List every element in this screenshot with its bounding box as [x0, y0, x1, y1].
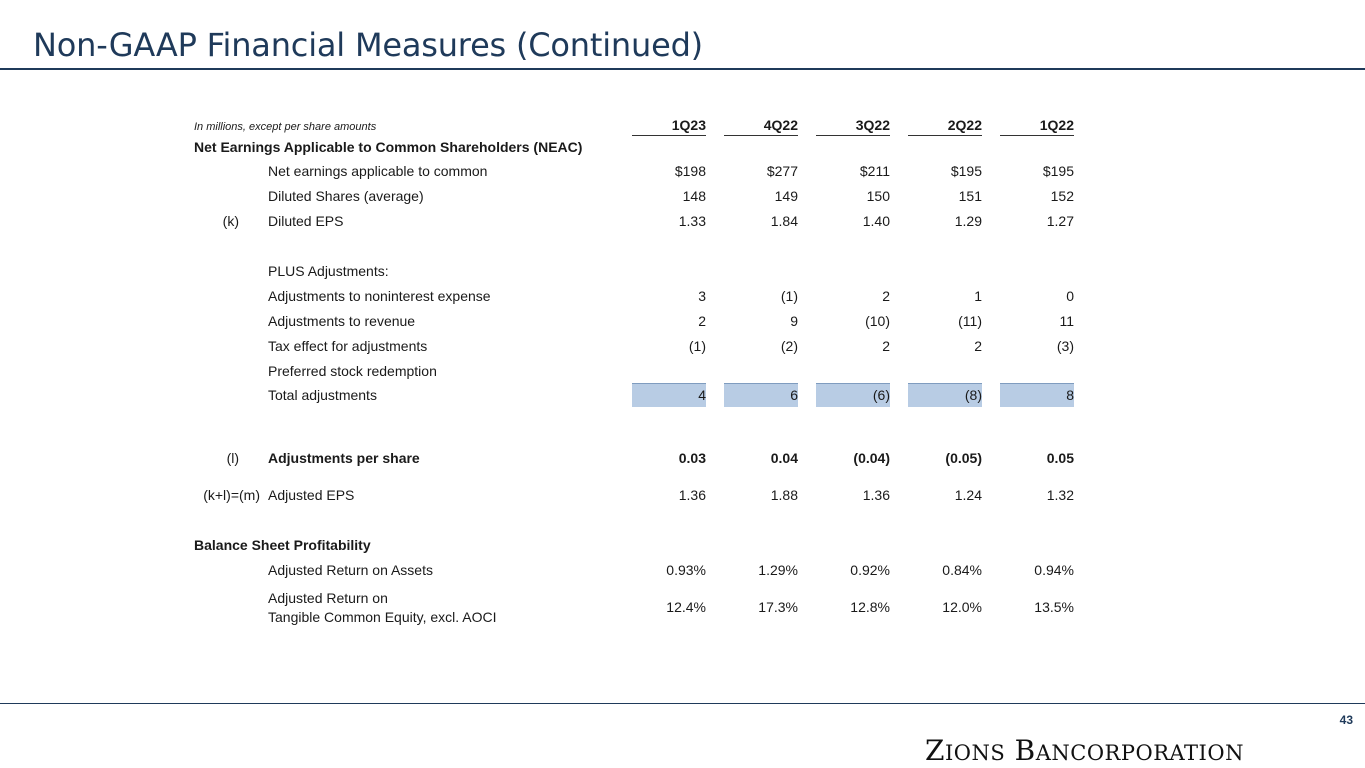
row-value: 6: [790, 387, 798, 403]
row-value: $277: [766, 163, 798, 179]
row-value: 0.04: [770, 450, 798, 466]
row-value: 0.94%: [1034, 562, 1074, 578]
row-value: 2: [974, 338, 982, 354]
row-value: $195: [950, 163, 982, 179]
table-header-row: [0, 115, 1365, 135]
row-value: 1.36: [678, 487, 706, 503]
footer-divider: [0, 703, 1365, 704]
row-value: 17.3%: [758, 599, 798, 615]
page-number: 43: [1339, 713, 1353, 727]
table-row: [0, 485, 1365, 505]
row-value: 1.88: [770, 487, 798, 503]
row-value: 12.8%: [850, 599, 890, 615]
row-label: Adjustments per share: [268, 450, 420, 466]
section-heading-balance: Balance Sheet Profitability: [194, 537, 371, 553]
row-value: (6): [872, 387, 890, 403]
row-value: 3: [698, 288, 706, 304]
page-title: Non-GAAP Financial Measures (Continued): [33, 26, 703, 64]
row-value: 2: [698, 313, 706, 329]
table-row: [0, 186, 1365, 206]
company-logo: [925, 734, 1365, 767]
table-row: [0, 560, 1365, 580]
row-label: Net earnings applicable to common: [268, 163, 488, 179]
row-value: 1.84: [770, 213, 798, 229]
row-value: $211: [859, 163, 890, 179]
row-value: 9: [790, 313, 798, 329]
row-label: Diluted Shares (average): [268, 188, 424, 204]
row-label-line2: Tangible Common Equity, excl. AOCI: [268, 609, 497, 625]
logo-initial: B: [1014, 734, 1036, 767]
row-value: $198: [674, 163, 706, 179]
table-row: [0, 361, 1365, 381]
row-value: (11): [958, 313, 982, 329]
row-value: 152: [1050, 188, 1074, 204]
row-value: (1): [780, 288, 798, 304]
row-value: (1): [688, 338, 706, 354]
row-label: Adjustments to noninterest expense: [268, 288, 491, 304]
row-value: 0.93%: [666, 562, 706, 578]
row-value: 0.03: [678, 450, 706, 466]
table-row: [0, 311, 1365, 331]
table-row: [0, 589, 1365, 627]
table-row: [0, 211, 1365, 231]
row-label: Preferred stock redemption: [268, 363, 437, 379]
column-header: 1Q23: [632, 115, 706, 136]
row-value: 11: [1059, 313, 1074, 329]
row-value: 1.40: [862, 213, 890, 229]
row-value: (0.04): [853, 450, 890, 466]
row-value: 4: [698, 387, 706, 403]
row-label-line1: Adjusted Return on: [268, 590, 388, 606]
table-row: [0, 161, 1365, 181]
row-value: 13.5%: [1034, 599, 1074, 615]
row-value: 1.27: [1046, 213, 1074, 229]
row-label: PLUS Adjustments:: [268, 263, 389, 279]
table-row: [0, 448, 1365, 468]
row-value: 1.29%: [758, 562, 798, 578]
row-value: 148: [682, 188, 706, 204]
row-value: 12.4%: [666, 599, 706, 615]
column-header: 3Q22: [816, 115, 890, 136]
section-heading-neac: Net Earnings Applicable to Common Shareholders (NEAC): [194, 139, 583, 155]
logo-word: IONS: [944, 741, 1006, 765]
row-value: 0.05: [1046, 450, 1074, 466]
row-value: 1.33: [678, 213, 706, 229]
row-value: 1: [974, 288, 982, 304]
row-value: 0: [1066, 288, 1074, 304]
row-tag: (k): [222, 213, 239, 229]
row-value: 1.24: [954, 487, 982, 503]
row-label: Diluted EPS: [268, 213, 344, 229]
row-tag: (k+l)=(m): [203, 487, 260, 503]
row-label: Adjusted Return on Assets: [268, 562, 433, 578]
units-note: In millions, except per share amounts: [194, 121, 377, 133]
row-value: 1.36: [862, 487, 890, 503]
row-label: Adjusted EPS: [268, 487, 355, 503]
row-value: 150: [866, 188, 890, 204]
section-heading-row: [0, 535, 1365, 555]
row-value: 151: [958, 188, 982, 204]
logo-initial: Z: [925, 734, 945, 767]
table-row-total: [0, 385, 1365, 405]
row-value: 1.32: [1046, 487, 1074, 503]
row-value: (8): [964, 387, 982, 403]
row-value: 1.29: [954, 213, 982, 229]
logo-word: ANCORPORATION: [1035, 741, 1244, 765]
row-value: 0.84%: [942, 562, 982, 578]
row-value: (0.05): [945, 450, 982, 466]
column-header: 2Q22: [908, 115, 982, 136]
table-row: [0, 286, 1365, 306]
column-header: 1Q22: [1000, 115, 1074, 136]
title-divider: [0, 68, 1365, 70]
row-value: 0.92%: [850, 562, 890, 578]
row-value: (10): [865, 313, 890, 329]
row-value: (2): [780, 338, 798, 354]
row-value: 2: [882, 338, 890, 354]
row-value: $195: [1042, 163, 1074, 179]
row-value: 8: [1066, 387, 1074, 403]
row-label: Tax effect for adjustments: [268, 338, 428, 354]
row-value: 2: [882, 288, 890, 304]
table-row: [0, 261, 1365, 281]
row-value: 12.0%: [942, 599, 982, 615]
section-heading-row: [0, 137, 1365, 157]
column-header: 4Q22: [724, 115, 798, 136]
row-label: Adjustments to revenue: [268, 313, 416, 329]
row-value: 149: [774, 188, 798, 204]
row-value: (3): [1056, 338, 1074, 354]
row-tag: (l): [226, 450, 239, 466]
row-label: Total adjustments: [268, 387, 377, 403]
table-row: [0, 336, 1365, 356]
